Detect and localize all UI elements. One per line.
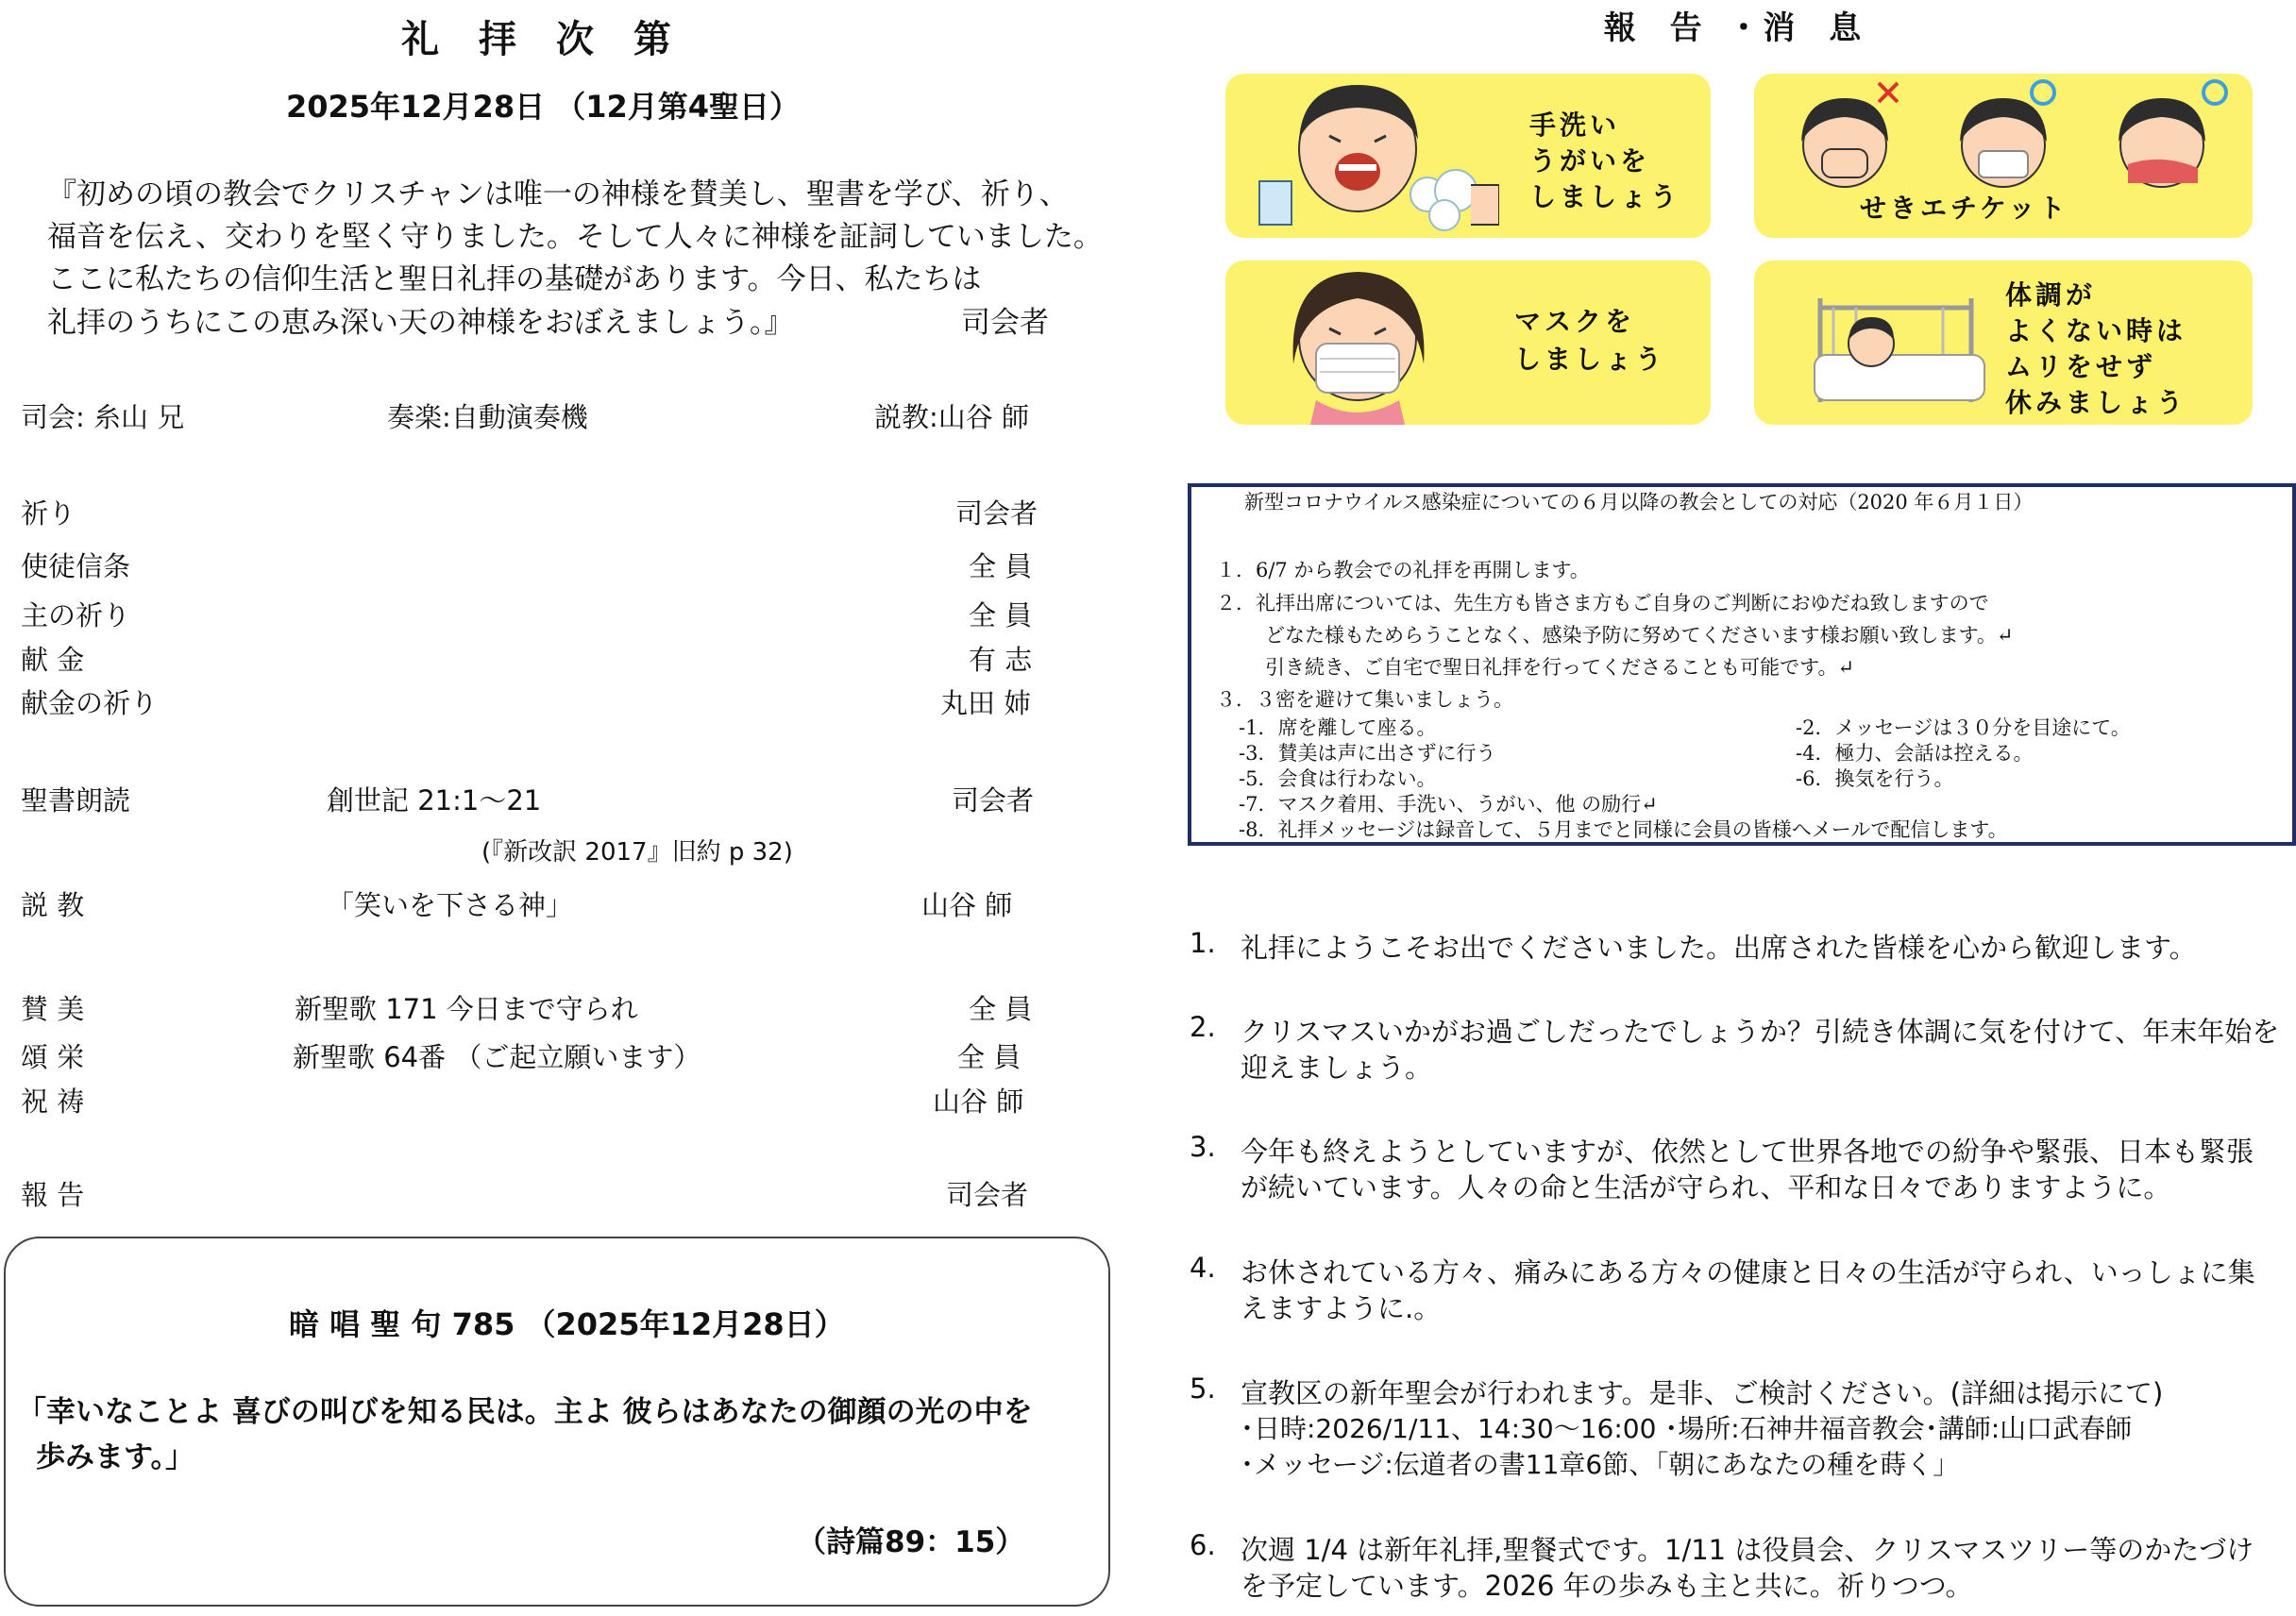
- covid-sub-3: -3．賛美は声に出さずに行う: [1239, 742, 1496, 765]
- covid-item-2b: どなた様もためらうことなく、感染予防に努めてくださいます様お願い致します。↵: [1265, 624, 2014, 647]
- news-item-6-line-2: を予定しています。2026 年の歩みも主と共に。祈りつつ。: [1241, 1570, 1973, 1602]
- news-item-4-number: 4.: [1190, 1252, 1216, 1284]
- news-item-5-line-1: 宣教区の新年聖会が行われます。是非、ご検討ください。(詳細は掲示にて): [1241, 1377, 2164, 1409]
- order-creed-label: 使徒信条: [21, 550, 131, 582]
- covid-sub-5: -5．会食は行わない。: [1239, 767, 1437, 790]
- order-report-label: 報 告: [21, 1179, 85, 1211]
- covid-notice-title: 新型コロナウイルス感染症についての６月以降の教会としての対応（2020 年６月１日）: [1244, 491, 2034, 513]
- order-sermon-title: 「笑いを下さる神」: [327, 889, 574, 921]
- news-item-1-line-1: 礼拝にようこそお出でくださいました。出席された皆様を心から歓迎します。: [1241, 932, 2197, 964]
- mask-illustration-icon: [1225, 261, 1499, 425]
- memory-verse-reference: （詩篇89：15）: [797, 1525, 1025, 1559]
- order-benediction-label: 祝 祷: [21, 1086, 85, 1118]
- news-item-4-line-2: えますように.。: [1241, 1292, 1442, 1324]
- handwash-line-3: しましょう: [1529, 181, 1681, 212]
- order-benediction-who: 山谷 師: [933, 1086, 1024, 1118]
- news-item-5-line-3: ･メッセージ:伝道者の書11章6節、｢朝にあなたの種を蒔く｣: [1241, 1449, 1947, 1480]
- cough-etiquette-illustration-icon: [1754, 74, 2253, 196]
- role-preacher: 説教:山谷 師: [874, 401, 1029, 433]
- role-presider: 司会: 糸山 兄: [21, 401, 185, 433]
- card-mask: [1225, 261, 1711, 425]
- intro-line-2: 福音を伝え、交わりを堅く守りました。そして人々に神様を証詞していました。: [47, 220, 1103, 254]
- order-prayer-label: 祈り: [21, 497, 76, 530]
- memory-verse-line-2: 歩みます。」: [36, 1440, 195, 1474]
- covid-sub-4: -4．極力、会話は控える。: [1796, 742, 2034, 765]
- covid-item-3: ３．３密を避けて集いましょう。: [1216, 688, 1513, 711]
- news-item-6-line-1: 次週 1/4 は新年礼拝,聖餐式です。1/11 は役員会、クリスマスツリー等のかたづけ: [1241, 1534, 2254, 1566]
- order-report-who: 司会者: [946, 1179, 1029, 1211]
- handwash-line-1: 手洗い: [1529, 109, 1621, 141]
- order-offering-prayer-who: 丸田 姉: [940, 687, 1032, 719]
- covid-sub-1: -1．席を離して座る。: [1239, 716, 1437, 739]
- order-lords-prayer-who: 全 員: [969, 599, 1033, 631]
- memory-verse-heading: 暗 唱 聖 句 785 （2025年12月28日）: [289, 1306, 845, 1342]
- order-reading-reference: (『新改訳 2017』旧約 p 32): [481, 838, 793, 867]
- handwash-illustration-icon: [1225, 74, 1499, 238]
- intro-line-3: ここに私たちの信仰生活と聖日礼拝の基礎があります。今日、私たちは: [47, 262, 982, 296]
- order-reading-who: 司会者: [952, 784, 1035, 816]
- mask-line-1: マスクを: [1514, 306, 1636, 337]
- order-offering-label: 献 金: [21, 644, 85, 676]
- news-item-2-line-2: 迎えましょう。: [1241, 1052, 1433, 1084]
- memory-verse-line-1: 「幸いなことよ 喜びの叫びを知る民は。主よ 彼らはあなたの御顔の光の中を: [17, 1395, 1033, 1429]
- rest-line-2: よくない時は: [2005, 315, 2187, 346]
- news-item-6-number: 6.: [1190, 1529, 1216, 1561]
- mask-line-2: しましょう: [1514, 344, 1666, 375]
- order-doxology-who: 全 員: [957, 1041, 1021, 1073]
- covid-sub-6: -6．換気を行う。: [1796, 767, 1954, 790]
- news-item-3-line-2: が続いています。人々の命と生活が守られ、平和な日々でありますように。: [1241, 1171, 2171, 1204]
- order-offering-prayer-label: 献金の祈り: [21, 687, 159, 719]
- order-doxology-label: 頌 栄: [21, 1041, 85, 1073]
- covid-sub-8: -8．礼拝メッセージは録音して、５月までと同様に会員の皆様へメールで配信します。: [1239, 818, 2008, 841]
- covid-sub-2: -2．メッセージは３０分を目途にて。: [1796, 716, 2131, 739]
- covid-sub-7: -7．マスク着用、手洗い、うがい、他 の励行↵: [1239, 793, 1658, 816]
- order-offering-who: 有 志: [969, 644, 1033, 676]
- rest-in-bed-illustration-icon: [1754, 261, 2000, 425]
- intro-line-1: 『初めの頃の教会でクリスチャンは唯一の神様を賛美し、聖書を学び、祈り、: [47, 177, 1069, 211]
- news-item-3-number: 3.: [1190, 1131, 1216, 1163]
- order-sermon-label: 説 教: [21, 889, 85, 921]
- order-prayer-who: 司会者: [955, 497, 1038, 530]
- news-item-4-line-1: お休されている方々、痛みにある方々の健康と日々の生活が守られ、いっしょに集: [1241, 1256, 2255, 1288]
- covid-item-1: １．6/7 から教会での礼拝を再開します。: [1216, 559, 1590, 581]
- rest-line-4: 休みましょう: [2005, 387, 2187, 418]
- card-cough: [1754, 74, 2253, 238]
- order-praise-label: 賛 美: [21, 993, 85, 1025]
- order-reading-label: 聖書朗読: [21, 784, 131, 816]
- order-reading-passage: 創世記 21:1～21: [327, 784, 542, 816]
- intro-speaker: 司会者: [961, 306, 1049, 340]
- covid-notice-box: [1188, 483, 2296, 846]
- news-item-2-number: 2.: [1190, 1011, 1216, 1043]
- order-praise-hymn: 新聖歌 171 今日まで守られ: [295, 993, 638, 1025]
- cough-line-1: せきエチケット: [1860, 193, 2069, 224]
- news-item-3-line-1: 今年も終えようとしていますが、依然として世界各地での紛争や緊張、日本も緊張: [1241, 1136, 2254, 1168]
- news-item-1-number: 1.: [1190, 927, 1216, 959]
- news-item-2-line-1: クリスマスいかがお過ごしだったでしょうか？引続き体調に気を付けて、年末年始を: [1241, 1016, 2280, 1048]
- rest-line-1: 体調が: [2005, 279, 2097, 311]
- order-sermon-who: 山谷 師: [921, 889, 1013, 921]
- card-rest: [1754, 261, 2253, 425]
- intro-line-4: 礼拝のうちにこの恵み深い天の神様をおぼえましょう。』: [47, 306, 794, 340]
- news-item-5-line-2: ･日時:2026/1/11、14:30～16:00 ･場所:石神井福音教会･講師:山口武春師: [1241, 1413, 2133, 1444]
- order-praise-who: 全 員: [969, 993, 1033, 1025]
- order-creed-who: 全 員: [969, 550, 1033, 582]
- covid-item-2c: 引き続き、ご自宅で聖日礼拝を行ってくださることも可能です。↵: [1265, 656, 1855, 679]
- order-lords-prayer-label: 主の祈り: [21, 599, 131, 631]
- covid-item-2a: ２．礼拝出席については、先生方も皆さま方もご自身のご判断におゆだね致しますので: [1216, 592, 1989, 614]
- news-title: 報 告 ･消 息: [1603, 9, 1873, 47]
- card-handwash: [1225, 74, 1711, 238]
- handwash-line-2: うがいを: [1529, 145, 1651, 177]
- page-title: 礼 拝 次 第: [401, 18, 684, 61]
- role-music: 奏楽:自動演奏機: [387, 401, 588, 433]
- service-date: 2025年12月28日 （12月第4聖日）: [285, 89, 801, 125]
- order-doxology-hymn: 新聖歌 64番 （ご起立願います）: [293, 1041, 701, 1073]
- rest-line-3: ムリをせず: [2005, 351, 2157, 382]
- news-item-5-number: 5.: [1190, 1372, 1216, 1405]
